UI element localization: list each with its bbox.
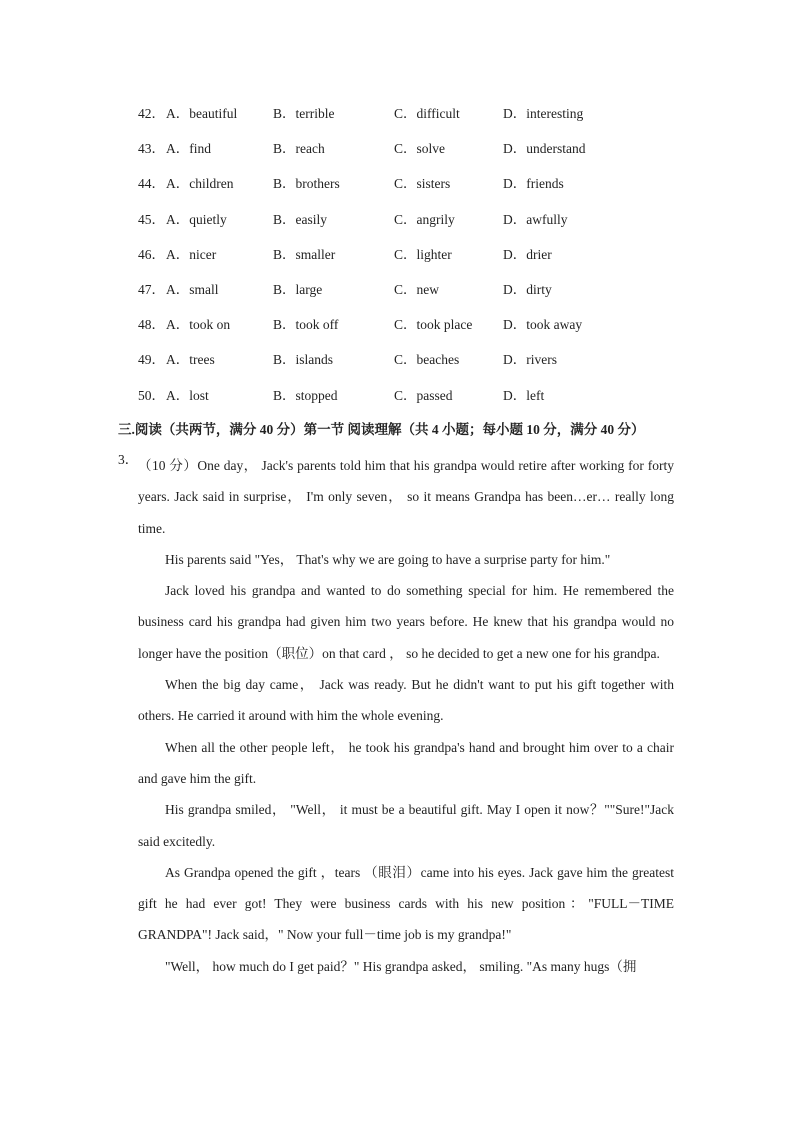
passage-paragraph-3: Jack loved his grandpa and wanted to do something special for him. He remembered the business card his grandpa had given him two years before. He knew that his grandpa would no longer have the position（职位）on that card ， so he decided to get a new one for his grandpa. <box>138 583 674 661</box>
option-b: B．smaller <box>273 246 336 262</box>
option-a: A．find <box>166 141 211 157</box>
option-c: C．lighter <box>394 246 452 262</box>
option-c: C．angrily <box>394 211 455 227</box>
option-c: C．took place <box>394 317 473 333</box>
question-num: 44． <box>138 176 165 192</box>
question-score: （10 分） <box>138 458 198 473</box>
question-num: 48． <box>138 317 165 333</box>
option-a: A．took on <box>166 317 231 333</box>
passage-paragraph-8: "Well， how much do I get paid？" His grandpa asked， smiling. "As many hugs（拥 <box>165 958 637 974</box>
option-a: A．trees <box>166 352 215 368</box>
option-c: C．sisters <box>394 176 451 192</box>
option-d: D．dirty <box>503 282 552 297</box>
question-num: 43． <box>138 141 165 157</box>
option-d: D．rivers <box>503 352 557 368</box>
option-b: B．stopped <box>273 387 338 403</box>
option-b: B．brothers <box>273 176 340 192</box>
section-title: 三.阅读（共两节，满分 40 分）第一节 阅读理解（共 4 小题；每小题 10 分，满分 40 分） <box>118 422 645 437</box>
option-d: D．friends <box>503 176 564 192</box>
question-num: 50． <box>138 387 165 403</box>
option-b: B．terrible <box>273 106 335 121</box>
question-num: 47． <box>138 282 165 297</box>
question-num: 45． <box>138 211 165 227</box>
option-a: A．quietly <box>166 211 227 227</box>
option-b: B．islands <box>273 352 334 368</box>
option-d: D．awfully <box>503 211 568 227</box>
option-c: C．beaches <box>394 352 460 368</box>
option-c: C．solve <box>394 141 446 157</box>
option-b: B．reach <box>273 141 325 157</box>
option-c: C．new <box>394 282 439 297</box>
option-b: B．took off <box>273 317 339 333</box>
option-d: D．understand <box>503 141 586 157</box>
passage-paragraph-2: His parents said "Yes， That's why we are going to have a surprise party for him." <box>165 551 611 567</box>
passage-paragraph-6: His grandpa smiled， "Well， it must be a beautiful gift. May I open it now？""Sure!"Jack said excitedly. <box>138 802 674 849</box>
question-num: 46． <box>138 246 165 262</box>
passage-paragraph-4: When the big day came， Jack was ready. But he didn't want to put his gift together with others. He carried it around with him the whole evening. <box>138 677 674 724</box>
option-d: D．interesting <box>503 106 584 121</box>
option-d: D．left <box>503 387 545 403</box>
question-num: 49． <box>138 352 165 368</box>
option-a: A．beautiful <box>166 106 238 121</box>
reading-passage <box>138 450 674 982</box>
passage-paragraph-5: When all the other people left， he took his grandpa's hand and brought him over to a chair and gave him the gift. <box>138 739 674 786</box>
option-a: A．small <box>166 282 219 297</box>
passage-paragraph-1: （10 分）One day， Jack's parents told him that his grandpa would retire after working for forty years. Jack said in surprise， I'm only seven， so it means Grandpa has been…er… really long time. <box>138 458 674 536</box>
question-number-label: 3． <box>118 452 139 467</box>
option-a: A．children <box>166 176 234 192</box>
option-c: C．difficult <box>394 106 460 121</box>
option-b: B．easily <box>273 211 327 227</box>
option-d: D．took away <box>503 317 583 333</box>
option-d: D．drier <box>503 246 552 262</box>
option-b: B．large <box>273 282 323 297</box>
question-num: 42． <box>138 106 165 121</box>
passage-paragraph-7: As Grandpa opened the gift ，tears （眼泪）came into his eyes. Jack gave him the greatest gift he had ever got! They were business cards with his new position："FULL－TIME GRANDPA"! Jack said，" Now your full－time job is my grandpa!" <box>138 864 674 943</box>
option-c: C．passed <box>394 387 453 403</box>
option-a: A．nicer <box>166 246 217 262</box>
option-a: A．lost <box>166 387 209 403</box>
question-number <box>118 450 138 470</box>
